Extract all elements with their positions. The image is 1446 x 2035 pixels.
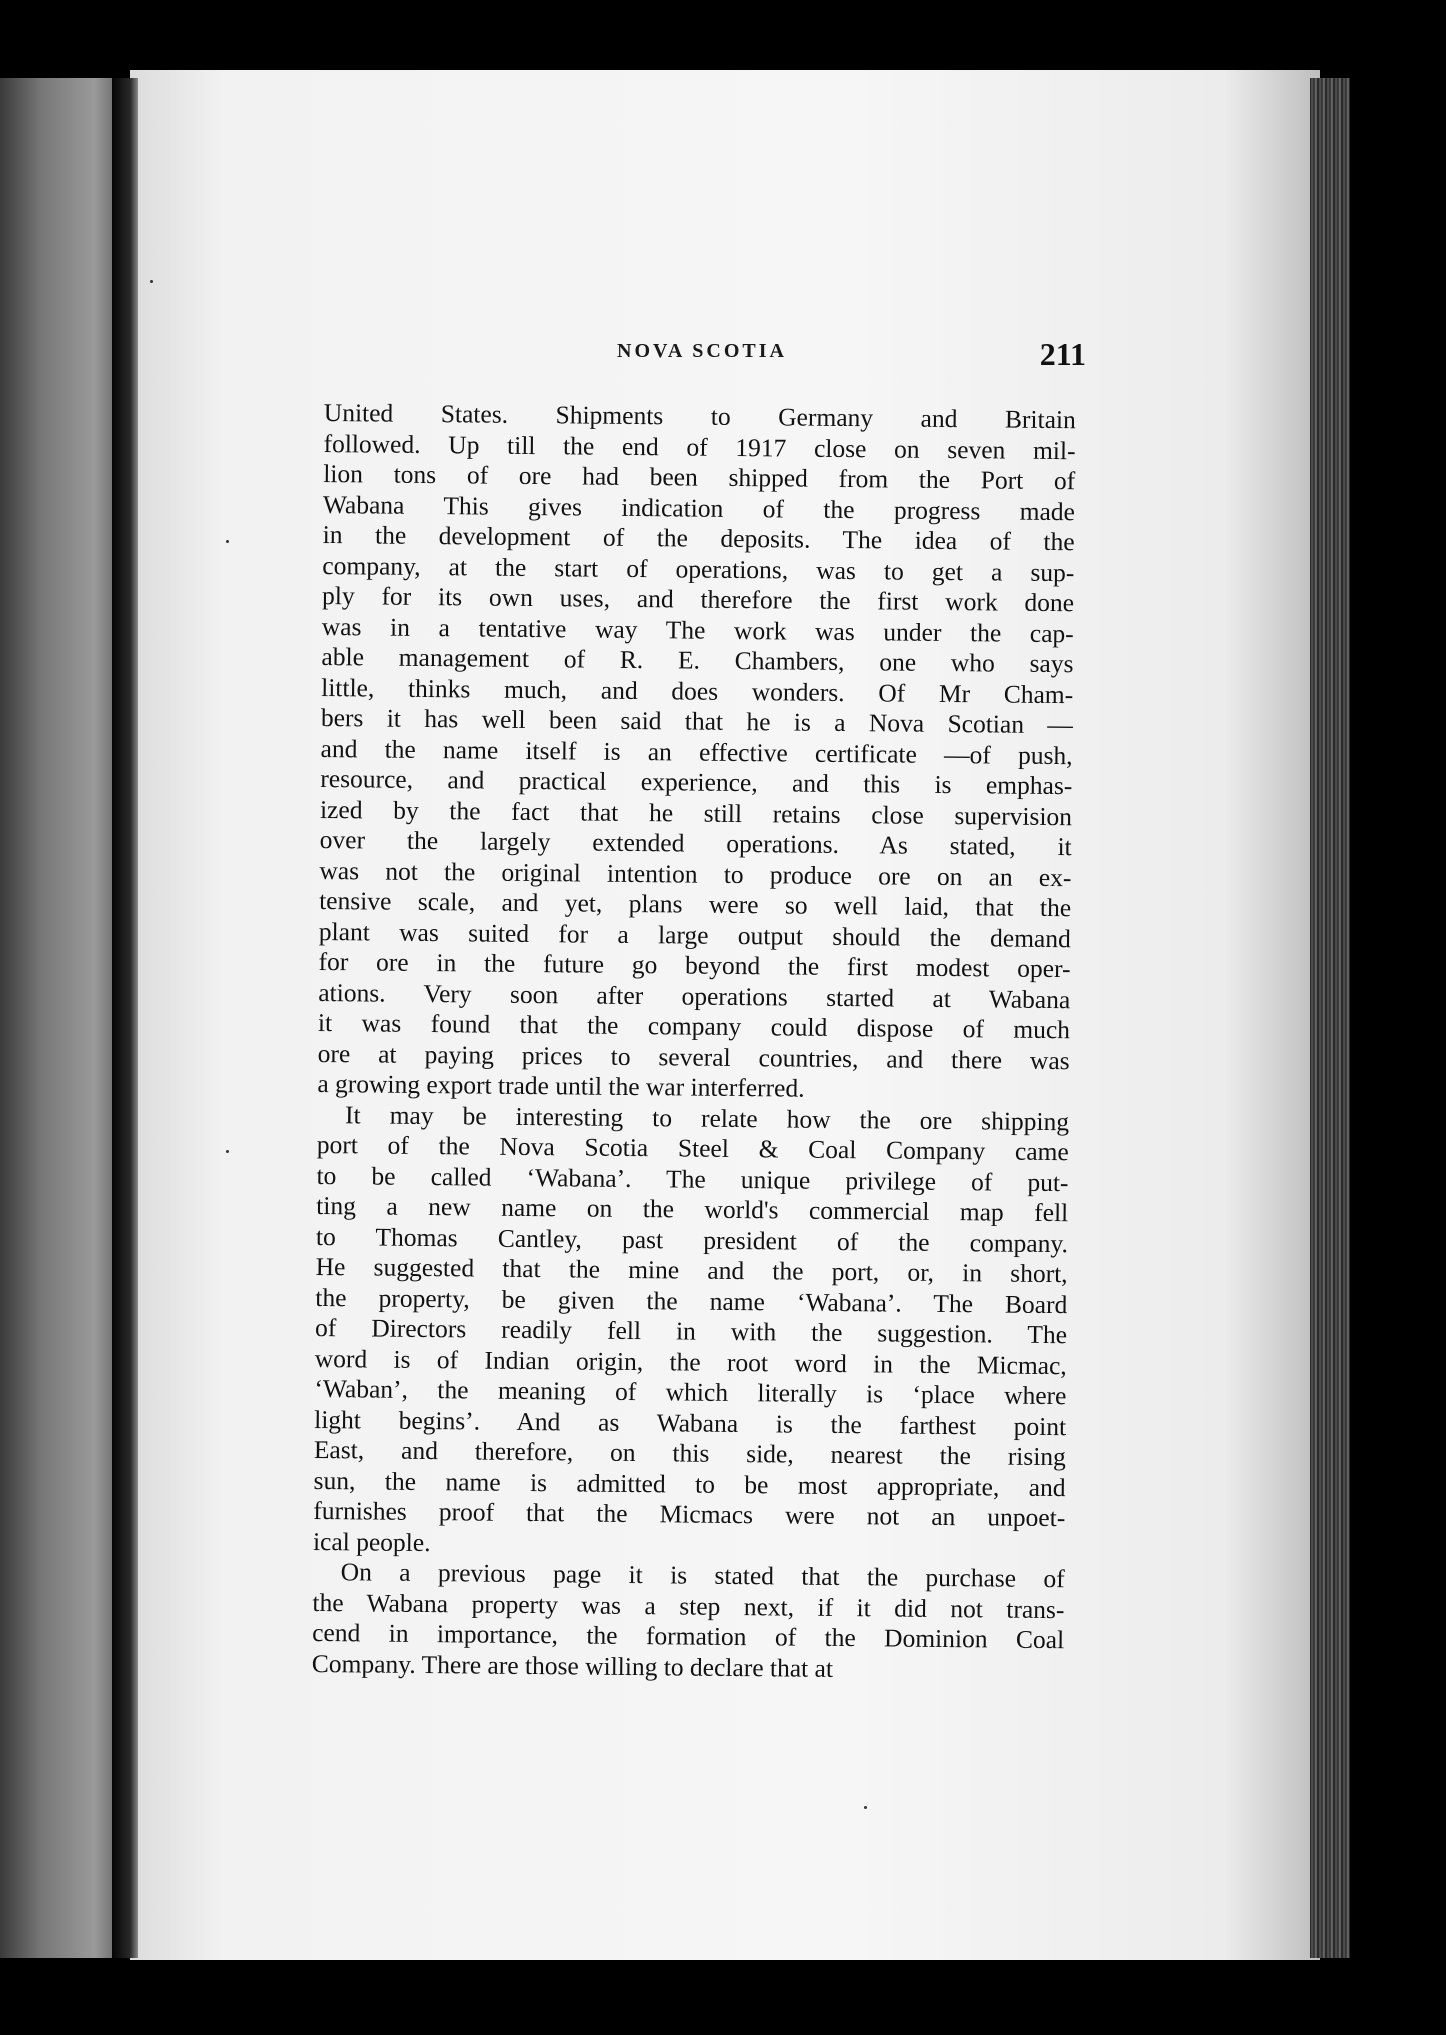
text-line: light begins’. And as Wabana is the farthest point <box>314 1404 1067 1441</box>
text-line: was not the original intention to produce ore on an ex- <box>319 855 1072 892</box>
book-gutter <box>112 78 138 1958</box>
text-line: ations. Very soon after operations started at Wabana <box>318 977 1071 1014</box>
text-line: cend in importance, the formation of the Dominion Coal <box>312 1617 1065 1655</box>
text-line: resource, and practical experience, and this is emphas- <box>320 763 1073 801</box>
page-speck <box>150 280 153 283</box>
text-line: was in a tentative way The work was under the cap- <box>321 611 1074 648</box>
text-line: ‘Waban’, the meaning of which literally is ‘place where <box>314 1373 1067 1411</box>
text-line: lion tons of ore had been shipped from the Port of <box>323 458 1076 496</box>
left-page-edge <box>0 78 118 1958</box>
text-line: a growing export trade until the war interferred. <box>317 1068 805 1103</box>
text-line: able management of R. E. Chambers, one who says <box>321 641 1074 679</box>
text-line: port of the Nova Scotia Steel & Coal Company came <box>316 1129 1069 1167</box>
text-line: and the name itself is an effective certificate —of push, <box>320 733 1073 770</box>
text-line: ical people. <box>312 1526 431 1557</box>
text-line: It may be interesting to relate how the ore shipping <box>344 1099 1070 1136</box>
text-line: word is of Indian origin, the root word in the Micmac, <box>314 1343 1067 1380</box>
text-line: the property, be given the name ‘Wabana’. The Board <box>315 1282 1068 1319</box>
text-line: for ore in the future go beyond the first modest oper- <box>318 946 1071 984</box>
text-line: ore at paying prices to several countries, and there was <box>317 1038 1070 1075</box>
text-line: ized by the fact that he still retains close supervision <box>319 794 1073 831</box>
text-line: He suggested that the mine and the port, or, in short, <box>315 1251 1068 1289</box>
page-speck <box>226 1150 229 1153</box>
text-line: in the development of the deposits. The idea of the <box>322 519 1075 557</box>
paragraph <box>312 1557 1065 1686</box>
text-line: ply for its own uses, and therefore the first work done <box>321 580 1075 618</box>
text-line: company, at the start of operations, was to get a sup- <box>322 550 1075 587</box>
text-line: little, thinks much, and does wonders. Of Mr Cham- <box>321 672 1074 709</box>
text-line: bers it has well been said that he is a Nova Scotian — <box>320 702 1074 740</box>
text-line: to be called ‘Wabana’. The unique privilege of put- <box>316 1160 1069 1197</box>
text-line: United States. Shipments to Germany and Britain <box>323 398 1076 435</box>
running-head <box>318 336 1086 376</box>
page-speck <box>226 540 229 543</box>
page-stack-edge <box>1310 78 1350 1958</box>
page-number: 211 <box>1039 336 1086 372</box>
body-text <box>312 398 1076 1686</box>
text-line: to Thomas Cantley, past president of the company. <box>315 1221 1069 1258</box>
text-line: East, and therefore, on this side, nearest the rising <box>313 1434 1067 1472</box>
text-line: followed. Up till the end of 1917 close on seven mil- <box>323 428 1076 465</box>
running-title: NOVA SCOTIA <box>617 340 787 362</box>
text-line: On a previous page it is stated that the purchase of <box>340 1557 1065 1594</box>
text-line: plant was suited for a large output should the demand <box>318 916 1071 953</box>
text-line: furnishes proof that the Micmacs were not an unpoet- <box>313 1495 1066 1533</box>
paragraph <box>313 1099 1069 1564</box>
text-line: tensive scale, and yet, plans were so well laid, that the <box>319 885 1072 923</box>
text-line: ting a new name on the world's commercial map fell <box>316 1190 1069 1228</box>
text-line: the Wabana property was a step next, if it did not trans- <box>312 1587 1065 1624</box>
paragraph <box>317 398 1076 1107</box>
text-line: of Directors readily fell in with the suggestion. The <box>314 1312 1068 1350</box>
page-speck <box>864 1806 867 1809</box>
text-line: it was found that the company could dispose of much <box>317 1007 1071 1045</box>
text-line: Wabana This gives indication of the progress made <box>322 489 1076 526</box>
text-line: Company. There are those willing to declare that at <box>311 1648 834 1683</box>
text-line: over the largely extended operations. As stated, it <box>319 824 1072 862</box>
text-line: sun, the name is admitted to be most appropriate, and <box>313 1465 1066 1502</box>
